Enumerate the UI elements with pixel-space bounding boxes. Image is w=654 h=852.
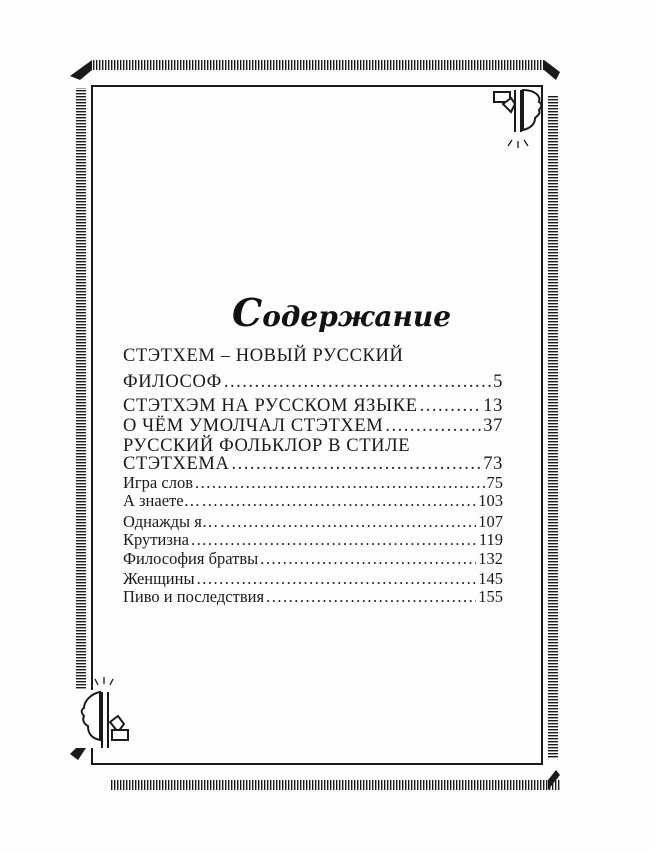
title-initial: С — [232, 290, 263, 335]
toc-entry-page: 155 — [478, 587, 503, 606]
toc-entry-page: 132 — [478, 549, 503, 568]
toc-entry — [123, 569, 503, 589]
toc-entry-text: А знаете… — [123, 491, 201, 510]
head-door-icon-top — [489, 88, 541, 148]
border-bottom — [110, 780, 560, 790]
toc-entry-text: СТЭТХЭМ НА РУССКОМ ЯЗЫКЕ — [123, 396, 418, 416]
border-top — [92, 60, 544, 70]
toc-entry — [123, 416, 503, 437]
border-left — [76, 88, 86, 738]
toc-entry-page: 119 — [478, 530, 503, 549]
toc-entry-page: 103 — [478, 491, 503, 510]
toc-entry-text: ФИЛОСОФ — [123, 372, 222, 392]
toc-entry-page: 145 — [478, 569, 503, 588]
title-rest: одержание — [262, 300, 452, 333]
dot-leader — [420, 396, 482, 417]
toc-entry — [123, 473, 503, 493]
dot-leader — [224, 372, 491, 393]
dot-leader — [195, 473, 485, 493]
dot-leader — [231, 454, 481, 475]
toc-entry — [123, 454, 503, 475]
toc-entry-page: 13 — [483, 396, 503, 416]
dot-leader — [220, 512, 476, 532]
toc-entry-page: 5 — [493, 372, 503, 392]
toc-entry — [123, 491, 503, 511]
toc-entry-page: 73 — [483, 454, 503, 474]
dot-leader — [197, 569, 477, 589]
dot-leader — [191, 530, 477, 550]
toc-entry-text: О ЧЁМ УМОЛЧАЛ СТЭТХЕМ — [123, 416, 384, 436]
toc-entry-text: Философия братвы — [123, 549, 259, 568]
toc-entry-text: СТЭТХЕМА — [123, 454, 230, 474]
toc-entry-page: 107 — [478, 512, 503, 531]
toc-entry-text: Женщины — [123, 569, 195, 588]
dot-leader — [202, 491, 476, 511]
toc-entry-page: 37 — [483, 416, 503, 436]
toc-entry-text: Игра слов — [123, 473, 193, 492]
dot-leader — [266, 587, 476, 607]
page-title — [232, 290, 452, 335]
toc-entry — [123, 512, 503, 532]
toc-entry — [123, 346, 503, 367]
toc-entry — [123, 587, 503, 607]
dot-leader — [260, 549, 476, 569]
toc-entry — [123, 396, 503, 417]
toc-entry-text: РУССКИЙ ФОЛЬКЛОР В СТИЛЕ — [123, 436, 411, 456]
toc-entry-page: 75 — [486, 473, 503, 492]
toc-entry-text: Пиво и последствия — [123, 587, 265, 606]
border-right — [548, 96, 558, 758]
toc-entry-text: Крутизна — [123, 530, 189, 549]
toc-entry-text: Однажды я… — [123, 512, 219, 531]
toc-entry — [123, 530, 503, 550]
toc-entry — [123, 372, 503, 393]
dot-leader — [385, 416, 481, 437]
toc-entry-text: СТЭТХЕМ – НОВЫЙ РУССКИЙ — [123, 346, 404, 366]
toc-entry — [123, 549, 503, 569]
